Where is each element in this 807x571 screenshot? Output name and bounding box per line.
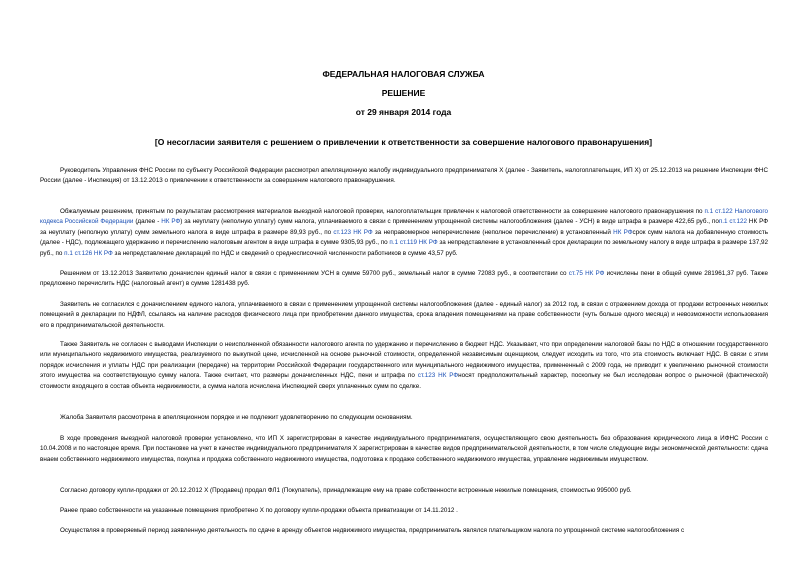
agency-title: ФЕДЕРАЛЬНАЯ НАЛОГОВАЯ СЛУЖБА (322, 69, 485, 79)
paragraph-text: Согласно договору купли-продажи от 20.12.2012 Х (Продавец) продал ФЛ1 (Покупатель), принадлежащие ему на праве собственности встроенные нежилые помещения, стоимостью 995000 руб. (60, 487, 632, 494)
law-reference-link[interactable]: п.1 ст.122 (718, 218, 748, 226)
paragraph-8 (40, 486, 768, 496)
paragraph-1 (40, 166, 768, 187)
paragraph-4 (40, 300, 768, 331)
paragraph-text: за неправомерное неперечисление (неполное перечисление) в установленный (372, 228, 614, 236)
paragraph-text: Руководитель Управления ФНС России по субъекту Российской Федерации рассмотрел апелляционную жалобу индивидуального предпринимателя Х (далее - Заявитель, налогоплательщик, ИП Х) от 25.12.2013 на решение Инспекции ФНС России (далее - Инспекция) от 13.12.2013 о привлечении к ответственности за совершение налогового правонарушения. (40, 167, 768, 185)
document-type: РЕШЕНИЕ (381, 88, 426, 98)
paragraph-text: ) за неуплату (неполную уплату) сумм налога, уплачиваемого в связи с применением упрощенной системы налогообложения (далее - УСН) в виде штрафа в размере 422,65 руб., по (180, 218, 719, 226)
law-reference-link[interactable]: п.1 ст.122 Налогового кодекса Российской Федерации (40, 208, 769, 226)
paragraph-text: Обжалуемым решением, принятым по результатам рассмотрения материалов выездной налоговой проверки, налогоплательщик привлечен к налоговой ответственности за совершение налогового правонарушения по (60, 208, 705, 215)
paragraph-text: Жалоба Заявителя рассмотрена в апелляционном порядке и не подлежит удовлетворению по следующим основаниям. (60, 414, 413, 421)
paragraph-text: за непредставление в установленный срок декларации по земельному налогу в виде штрафа в размере 137,92 руб., по (40, 239, 768, 257)
paragraph-text: Заявитель не согласился с доначислением единого налога, уплачиваемого в связи с применением упрощенной системы налогообложения (далее - единый налог) за 2012 год, в связи с отражением дохода от продажи встроенных нежилых помещений в декларации по НДФЛ, ссылаясь на наличие расходов физического лица при приобретении данного имущества, срока владения помещениями на праве собственности (чуть больше одного месяца) и невозможности использования его в предпринимательской деятельности. (40, 301, 768, 329)
law-reference-link[interactable]: ст.123 НК РФ (333, 228, 373, 236)
paragraph-7 (40, 434, 768, 465)
paragraph-9 (40, 506, 768, 516)
paragraph-text: Решением от 13.12.2013 Заявителю доначислен единый налог в связи с применением УСН в сумме 59700 руб., земельный налог в сумме 72083 руб., в соответствии со (60, 270, 569, 277)
law-reference-link[interactable]: п.1 ст.126 НК РФ (64, 249, 113, 257)
document-date: от 29 января 2014 года (355, 107, 452, 117)
paragraph-3 (40, 269, 768, 290)
law-reference-link[interactable]: НК РФ (613, 228, 633, 236)
paragraph-text: В ходе проведения выездной налоговой проверки установлено, что ИП Х зарегистрирован в качестве индивидуального предпринимателя, осуществляющего свою деятельность без образования юридического лица в ИФНС России с 10.04.2008 и по настоящее время. При постановке на учет в качестве индивидуального предпринимателя Х зарегистрирован в качестве видов предпринимательской деятельности, в том числе следующие виды экономической деятельности: сдача внаем собственного недвижимого имущества, покупка и продажа собственного недвижимого имущества, подготовка к продаже собственного недвижимого имущества, управление недвижимым имуществом. (40, 435, 768, 463)
law-reference-link[interactable]: п.1 ст.119 НК РФ (389, 239, 438, 247)
law-reference-link[interactable]: ст.75 НК РФ (568, 270, 605, 277)
paragraph-text: (далее - (133, 218, 162, 226)
paragraph-text: исчислены пени в общей сумме 281961,37 руб. Также предложено перечислить НДС (налоговый агент) в сумме 1281438 руб. (40, 270, 768, 288)
document-subject: [О несогласии заявителя с решением о привлечении к ответственности за совершение налогового правонарушения] (154, 137, 653, 147)
paragraph-text: Ранее право собственности на указанные помещения приобретено Х по договору купли-продажи объекта приватизации от 14.11.2012 . (60, 507, 458, 514)
paragraph-10 (40, 526, 768, 536)
law-reference-link[interactable]: ст.123 НК РФ (417, 372, 459, 380)
law-reference-link[interactable]: НК РФ (161, 218, 181, 226)
paragraph-6 (40, 413, 768, 423)
paragraph-text: носят предположительный характер, поскольку не был исследован вопрос о рыночной (фактической) стоимости входящего в состав объекта недвижимости, а сумма налога исчислена Инспекцией сверх уплаченных сумм по сделке. (40, 372, 768, 390)
paragraph-text: Осуществляя в проверяемый период заявленную деятельность по сдаче в аренду объектов недвижимого имущества, предприниматель являлся плательщиком налога по упрощенной системе налогообложения с (60, 527, 685, 534)
paragraph-5 (40, 340, 768, 392)
paragraph-text: Также Заявитель не согласен с выводами Инспекции о неисполненной обязанности налогового агента по удержанию и перечислению в бюджет НДС. Указывает, что при определении налоговой базы по НДС в отношении государственного или муниципального недвижимого имущества, реализуемого по выкупной цене, исчисленной на основе рыночной стоимости, определенной независимым оценщиком, следует исходить из того, что эта стоимость включает НДС. В связи с этим порядок исчисления и уплаты НДС при реализации (передаче) на территории Российской Федерации государственного или муниципального недвижимого имущества, примененный с 2009 года, не приводит к увеличению рыночной стоимости этого имущества на соответствующую сумму налога. Также считает, что размеры доначисленных НДС, пени и штрафа по (40, 341, 768, 380)
paragraph-text: НК РФ за неуплату (неполную уплату) сумм земельного налога в виде штрафа в размере 89,93 руб., по (40, 218, 768, 236)
paragraph-text: за непредставление деклараций по НДС и сведений о среднесписочной численности работников в сумме 43,57 руб. (112, 249, 458, 257)
paragraph-text: срок сумм налога на добавленную стоимость (далее - НДС), подлежащего удержанию и перечислению налоговым агентом в виде штрафа в сумме 9305,93 руб., по (40, 228, 768, 247)
paragraph-2 (40, 207, 768, 259)
